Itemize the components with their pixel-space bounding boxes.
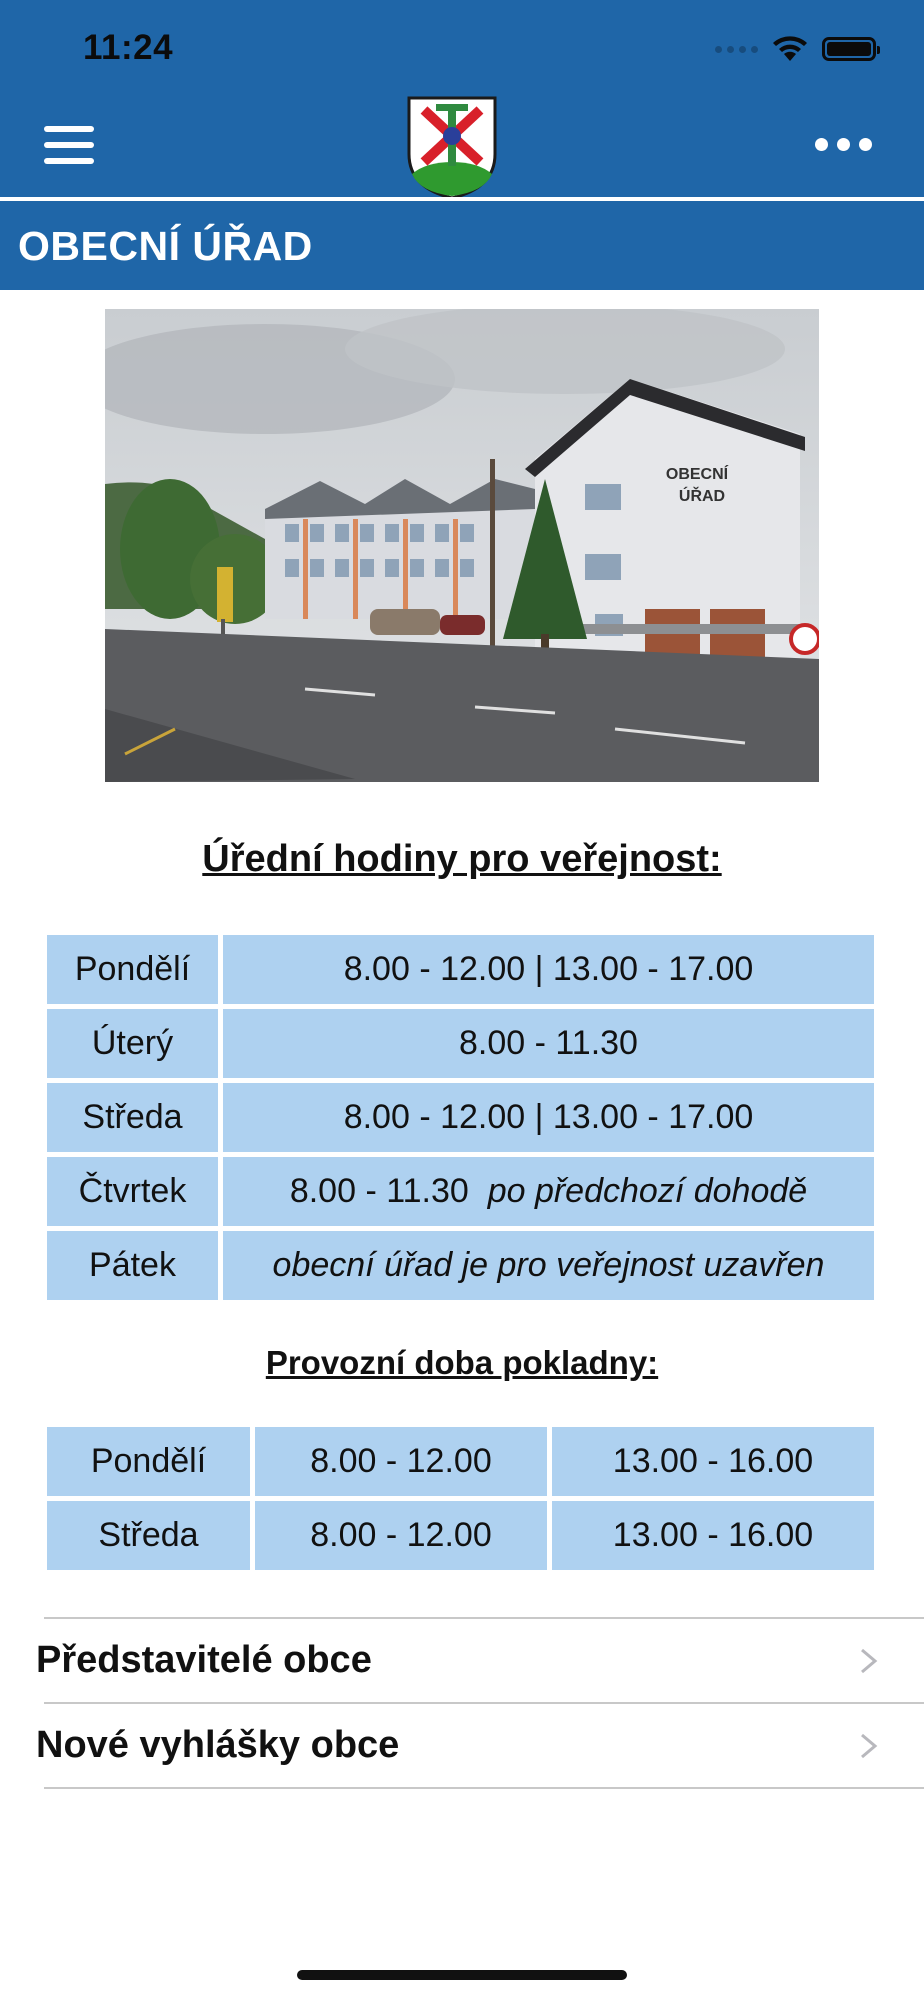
table-row	[47, 1009, 874, 1078]
hours-note: obecní úřad je pro veřejnost uzavřen	[223, 1231, 874, 1300]
building-sign-line1: OBECNÍ	[665, 466, 729, 483]
day-cell: Pondělí	[47, 1427, 250, 1496]
cellular-signal-icon	[715, 46, 758, 53]
cash-desk-heading: Provozní doba pokladny:	[265, 1344, 659, 1381]
chevron-right-icon	[858, 1733, 880, 1759]
list-item-label: Představitelé obce	[36, 1639, 372, 1681]
hours-cell: 8.00 - 12.00 | 13.00 - 17.00	[223, 1083, 874, 1152]
morning-cell: 8.00 - 12.00	[255, 1427, 547, 1496]
day-cell: Pondělí	[47, 935, 218, 1004]
day-cell: Pátek	[47, 1231, 218, 1300]
office-hours-table	[42, 930, 879, 1305]
home-indicator[interactable]	[297, 1970, 627, 1980]
status-time: 11:24	[83, 28, 174, 67]
hours-text: 8.00 - 11.30	[289, 1172, 469, 1210]
more-dots-icon[interactable]	[815, 138, 872, 151]
wifi-icon	[772, 35, 808, 63]
hours-note: po předchozí dohodě	[487, 1172, 808, 1210]
day-cell: Úterý	[47, 1009, 218, 1078]
title-bar	[0, 201, 924, 290]
app-header	[0, 0, 924, 197]
table-row	[47, 1427, 874, 1496]
town-hall-photo	[105, 309, 819, 782]
day-cell: Středa	[47, 1083, 218, 1152]
hamburger-menu-icon[interactable]	[44, 126, 94, 164]
table-row	[47, 1157, 874, 1226]
afternoon-cell: 13.00 - 16.00	[552, 1427, 874, 1496]
day-cell: Středa	[47, 1501, 250, 1570]
list-item-representatives[interactable]	[0, 1619, 924, 1702]
office-hours-heading: Úřední hodiny pro veřejnost:	[202, 838, 722, 880]
status-icons	[715, 34, 876, 64]
municipality-coat-of-arms	[406, 96, 498, 200]
list-item-new-decrees[interactable]	[0, 1704, 924, 1787]
hours-cell: 8.00 - 12.00 | 13.00 - 17.00	[223, 935, 874, 1004]
list-separator	[44, 1787, 924, 1789]
table-row	[47, 1231, 874, 1300]
morning-cell: 8.00 - 12.00	[255, 1501, 547, 1570]
day-cell: Čtvrtek	[47, 1157, 218, 1226]
building-sign-line2: ÚŘAD	[678, 488, 726, 505]
list-item-label: Nové vyhlášky obce	[36, 1724, 400, 1766]
afternoon-cell: 13.00 - 16.00	[552, 1501, 874, 1570]
page-title: OBECNÍ ÚŘAD	[18, 223, 313, 269]
chevron-right-icon	[858, 1648, 880, 1674]
cash-desk-table	[42, 1422, 879, 1575]
table-row	[47, 1083, 874, 1152]
battery-icon	[822, 37, 876, 61]
links-list	[0, 1617, 924, 1789]
table-row	[47, 935, 874, 1004]
table-row	[47, 1501, 874, 1570]
hours-cell: 8.00 - 11.30	[223, 1009, 874, 1078]
hours-cell	[223, 1157, 874, 1226]
